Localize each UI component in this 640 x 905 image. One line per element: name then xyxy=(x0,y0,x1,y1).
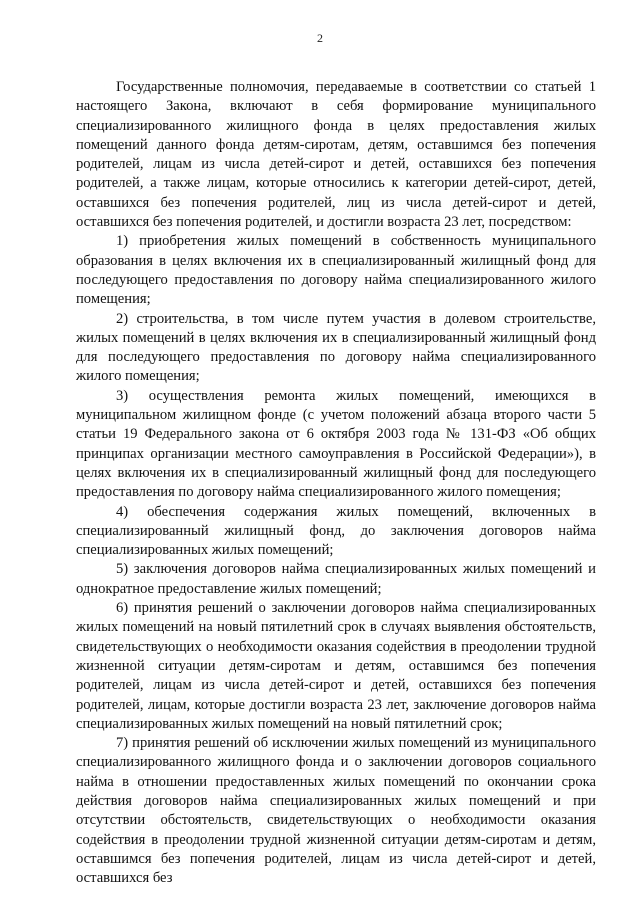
paragraph-item-5: 5) заключения договоров найма специализированных жилых помещений и однократное предоставление жилых помещений; xyxy=(76,561,596,597)
paragraph-item-1: 1) приобретения жилых помещений в собственность муниципального образования в целях включения их в специализированный жилищный фонд для последующего предоставления по договору найма специализированного жилого помещения; xyxy=(76,233,596,308)
paragraph-item-2: 2) строительства, в том числе путем участия в долевом строительстве, жилых помещений в целях включения их в специализированный жилищный фонд для последующего предоставления по договору найма специализированного жилого помещения; xyxy=(76,310,596,385)
paragraph-item-3: 3) осуществления ремонта жилых помещений, имеющихся в муниципальном жилищном фонде (с учетом положений абзаца второго части 5 статьи 19 Федерального закона от 6 октября 2003 года № 131-ФЗ «Об общих принципах организации местного самоуправления в Российской Федерации»), в целях включения их в специализированный жилищный фонд для последующего предоставления по договору найма специализированного жилого помещения; xyxy=(76,387,596,501)
paragraph-intro: Государственные полномочия, передаваемые в соответствии со статьей 1 настоящего Закона, включают в себя формирование муниципального специализированного жилищного фонда в целях предоставления жилых помещений данного фонда детям-сиротам, детям, оставшимся без попечения родителей, лицам из числа детей-сирот и детей, оставшихся без попечения родителей, а также лицам, которые относились к категории детей-сирот, детей, оставшихся без попечения родителей, лиц из числа детей-сирот и детей, оставшихся без попечения родителей, и достигли возраста 23 лет, посредством: xyxy=(76,79,596,231)
page-number: 2 xyxy=(317,31,323,45)
paragraph-item-4: 4) обеспечения содержания жилых помещений, включенных в специализированный жилищный фонд, до заключения договоров найма специализированных жилых помещений; xyxy=(76,503,596,559)
paragraph-item-6: 6) принятия решений о заключении договоров найма специализированных жилых помещений на новый пятилетний срок в случаях выявления обстоятельств, свидетельствующих о необходимости оказания содействия в преодолении трудной жизненной ситуации детям-сиротам и детям, оставшимся без попечения родителей, лицам из числа детей-сирот и детей, оставшихся без попечения родителей, лицам, которые достигли возраста 23 лет, заключение договоров найма специализированных жилых помещений на новый пятилетний срок; xyxy=(76,600,596,732)
document-body xyxy=(76,78,596,888)
paragraph-item-7: 7) принятия решений об исключении жилых помещений из муниципального специализированного жилищного фонда и о заключении договоров социального найма в отношении предоставленных жилых помещений по окончании срока действия договоров найма специализированных жилых помещений и при отсутствии обстоятельств, свидетельствующих о необходимости оказания содействия в преодолении трудной жизненной ситуации детям-сиротам и детям, оставшимся без попечения родителей, лицам из числа детей-сирот и детей, оставшихся без xyxy=(76,735,596,887)
